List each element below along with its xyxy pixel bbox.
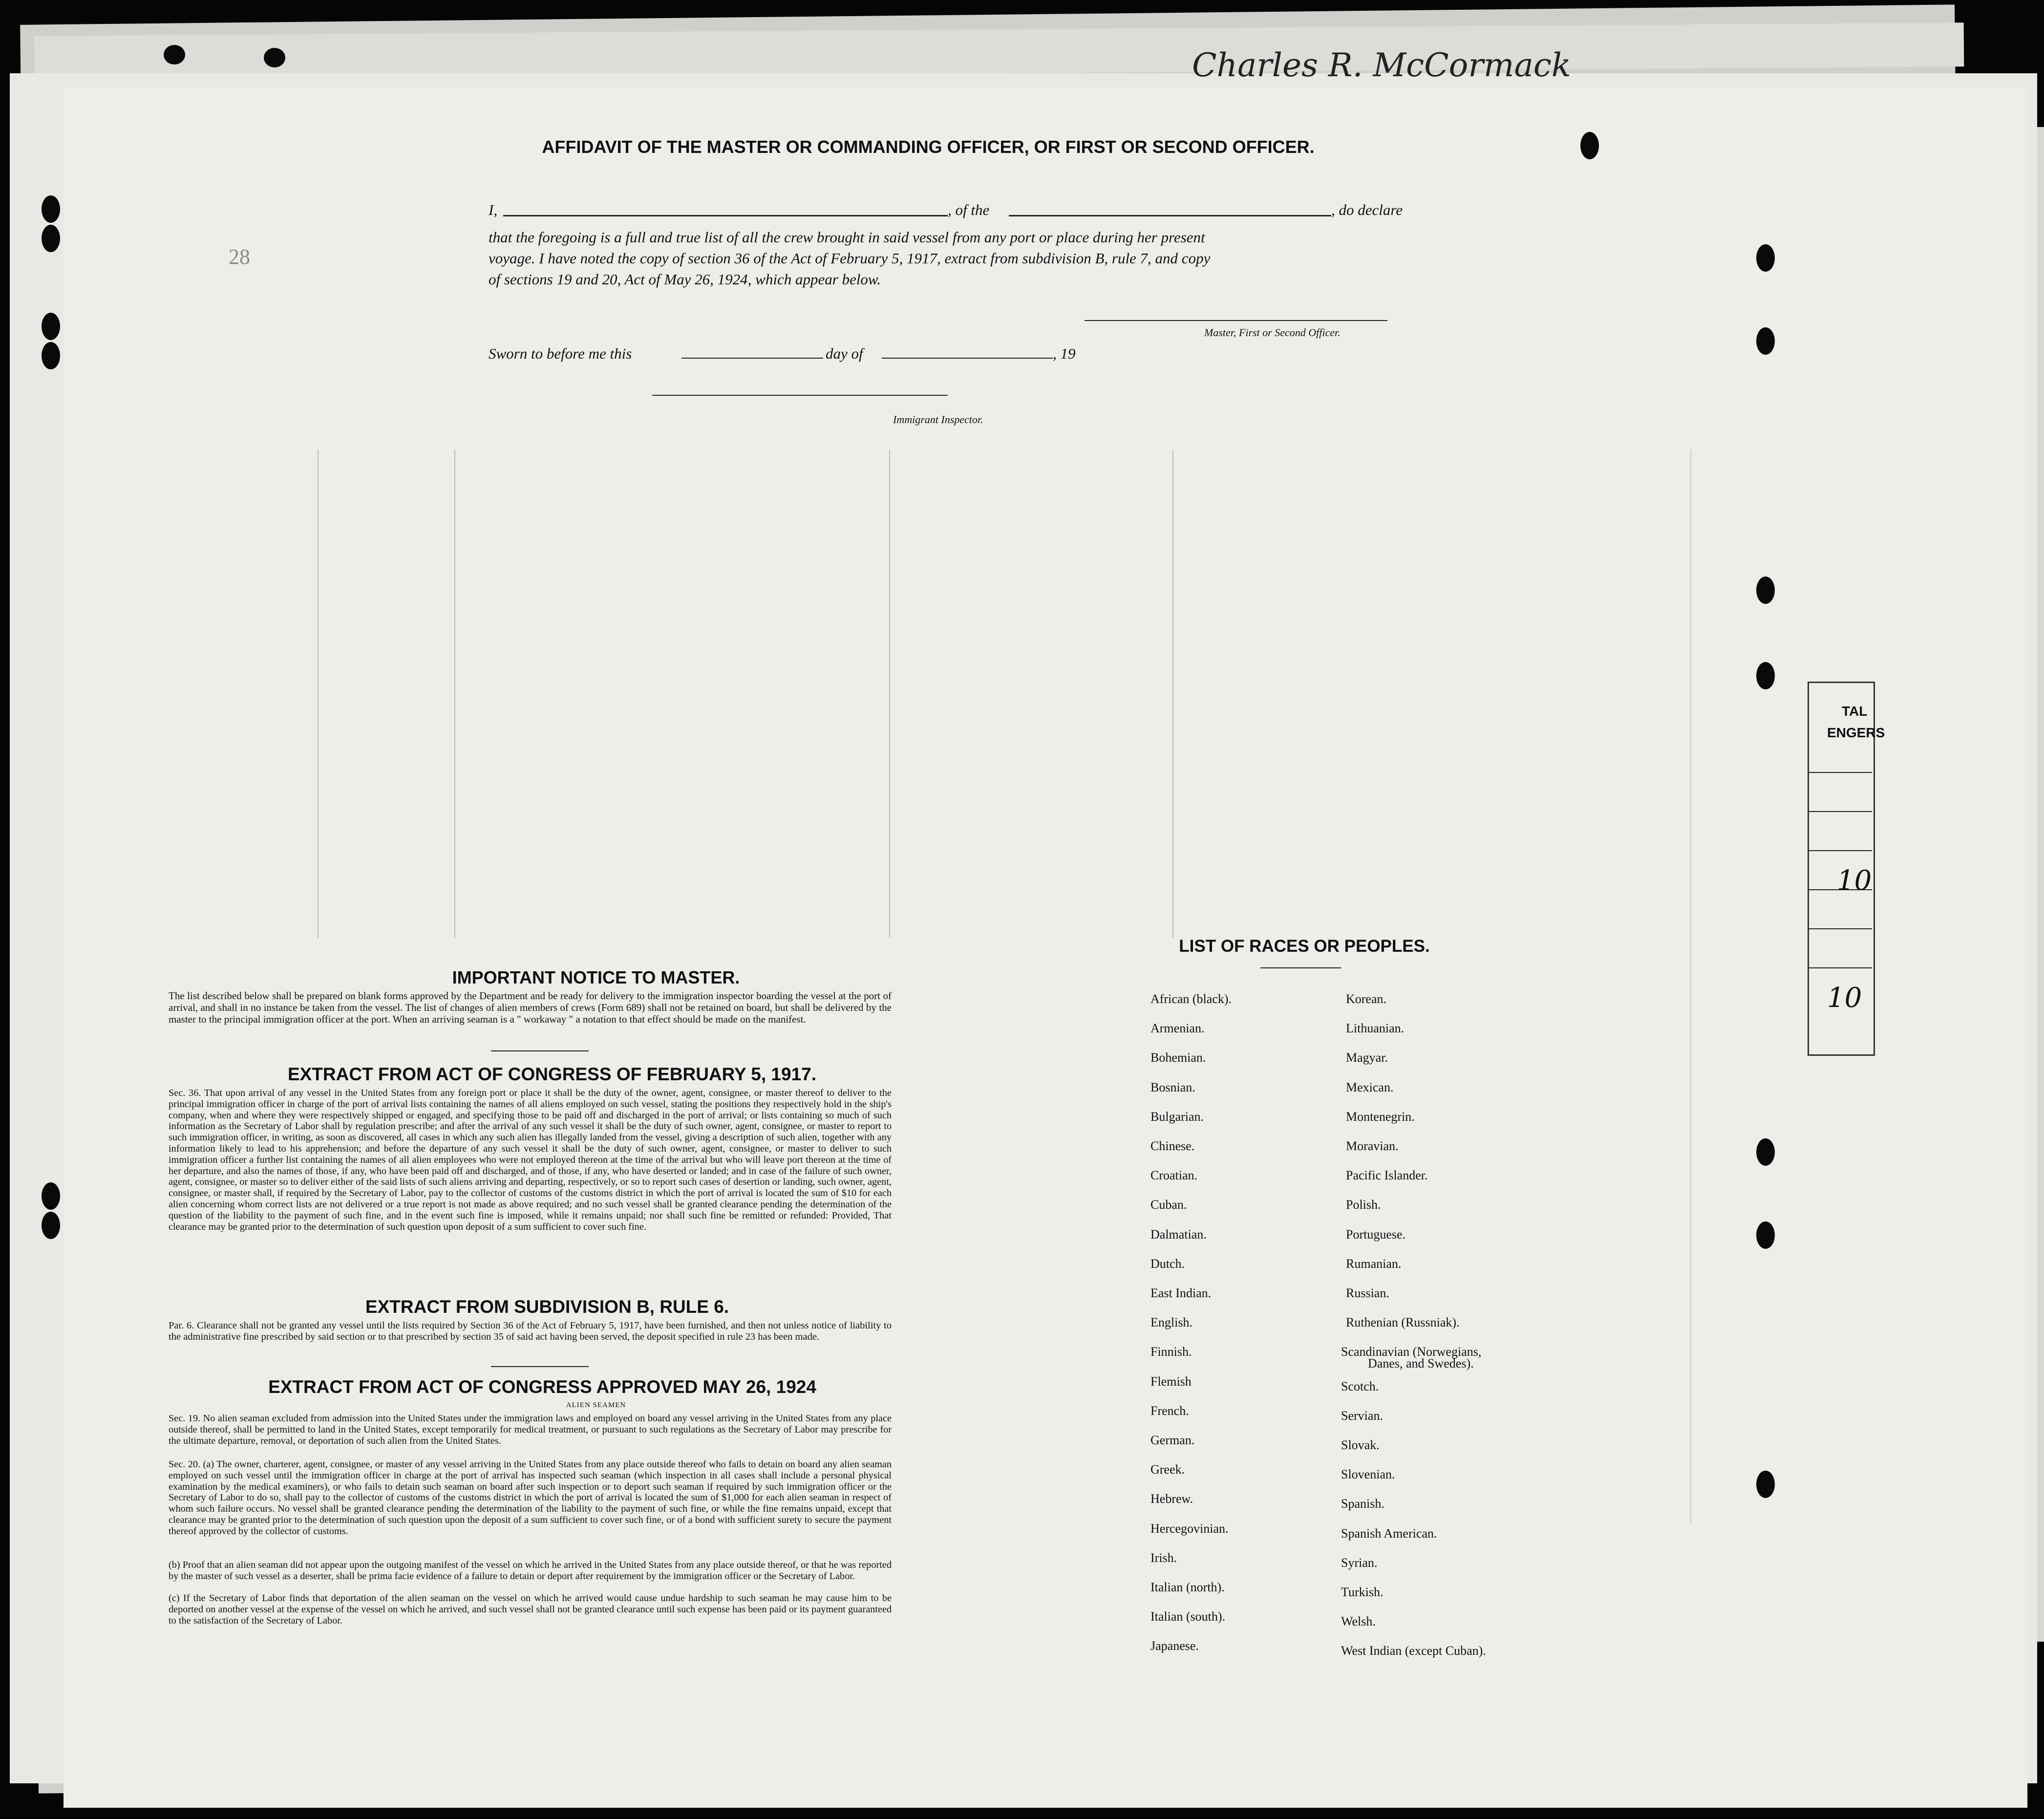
rule6-body: Par. 6. Clearance shall not be granted any vessel until the lists required by Section 36 of the Act of February 5, 1917, have been furnished, and then not unless notice of liability to the administrative fine prescribed by said section or to that prescribed by section 35 of said act having been served, the deposit specified in rule 23 has been made. [169,1320,892,1342]
race-item: Irish. [1150,1550,1177,1565]
hole [42,1212,60,1239]
race-item: Polish. [1346,1198,1381,1212]
race-item: German. [1150,1433,1195,1447]
race-item: Italian (north). [1150,1580,1225,1594]
notice-title: IMPORTANT NOTICE TO MASTER. [452,967,740,987]
race-item: Ruthenian (Russniak). [1346,1315,1460,1330]
hole [42,195,60,223]
race-item: Spanish American. [1341,1526,1437,1541]
race-item: Scotch. [1341,1379,1379,1393]
sec19-body: Sec. 19. No alien seaman excluded from admission into the United States under the immigration laws and employed on board any vessel arriving in the United States from any place outside thereof, shall be permitted to land in the United States, except temporarily for medical treatment, or pursuant to such regulations as the Secretary of Labor may prescribe for the ultimate departure, removal, or deportation of such alien from the United States. [169,1413,892,1446]
extract-1917-body: Sec. 36. That upon arrival of any vessel in the United States from any foreign port or place it shall be the duty of the owner, agent, consignee, or master thereof to deliver to the principal immigration officer in charge of the port of arrival lists containing the names of all aliens employed on such vessel, stating the positions they respectively hold in the ship's company, when and where they were respectively shipped or engaged, and specifying those to be paid off and discharged in the port of arrival; or lists containing so much of such information as the Secretary of Labor shall by regulation prescribe; and after the arrival of any such vessel it shall be the duty of such owner, agent, consignee, or master to report to such immigration officer, in writing, as soon as discovered, all cases in which any such alien has illegally landed from the vessel, giving a description of such alien, together with any information likely to lead to his apprehension; and before the departure of any such vessel it shall be the duty of such owner, agent, consignee, or master to deliver to such immigration officer a further list containing the names of all alien employees who were not employed thereon at the time of the arrival but who will leave port thereon at the time of her departure, and also the names of those, if any, who have been paid off and discharged, and of those, if any, who have deserted or landed; and in case of the failure of such owner, agent, consignee, or master so to deliver either of the said lists of such aliens arriving and departing, respectively, or so to report such cases of desertion or landing, such owner, agent, consignee, or master shall, if required by the Secretary of Labor, pay to the collector of customs of the customs district in which the port of arrival is located the sum of $10 for each alien concerning whom correct lists are not delivered or a true report is not made as above required; and no such vessel shall be granted clearance pending the determination of the question of the liability to the payment of such fine, and in the event such fine is imposed, while it remains unpaid; nor shall such fine be remitted or refunded: Provided, That clearance may be granted prior to the determination of such question upon deposit of a sum sufficient to cover such fine. [169,1088,892,1232]
race-item: Bohemian. [1150,1050,1206,1065]
name-blank [503,215,948,216]
hole [42,225,60,252]
box-rule [1808,928,1872,929]
race-item: Finnish. [1150,1345,1192,1359]
race-item: Syrian. [1341,1555,1378,1570]
race-item: Bosnian. [1150,1080,1195,1094]
notice-body: The list described below shall be prepared on blank forms approved by the Department and be ready for delivery to the immigration inspector boarding the vessel at the port of arrival, and shall in no instance be taken from the vessel. The list of changes of alien members of crews (Form 689) shall not be retained on board, but shall be delivered by the master to the principal immigration officer at the port. When an arriving seaman is a " workaway " a notation to that effect should be made on the manifest. [169,990,892,1025]
races-title: LIST OF RACES OR PEOPLES. [1179,937,1430,956]
affidavit-of-the: , of the [948,201,990,218]
race-item: French. [1150,1403,1189,1418]
race-item: English. [1150,1315,1192,1330]
race-item: Montenegrin. [1346,1109,1415,1124]
divider [491,1050,589,1051]
race-item: West Indian (except Cuban). [1341,1644,1486,1658]
race-item: Hebrew. [1150,1492,1193,1506]
hole [1756,327,1775,355]
sworn-day-of: day of [826,345,863,362]
race-item: Turkish. [1341,1585,1384,1599]
affidavit-line2: that the foregoing is a full and true list of all the crew brought in said vessel from any port or place during her present [489,229,1205,246]
affidavit-line4: of sections 19 and 20, Act of May 26, 1924, which appear below. [489,271,881,288]
hole [42,342,60,369]
race-item: Welsh. [1341,1614,1376,1629]
hole [1756,1138,1775,1166]
ghost-line [889,449,890,938]
race-item: Pacific Islander. [1346,1168,1428,1183]
race-item: Lithuanian. [1346,1021,1405,1036]
hole [1756,1471,1775,1498]
race-item: Cuban. [1150,1198,1187,1212]
race-item: Danes, and Swedes). [1368,1356,1474,1370]
hole [1580,132,1599,159]
race-item: African (black). [1150,992,1232,1006]
divider [1260,967,1341,968]
document-page [64,88,2027,1808]
box-rule [1808,811,1872,812]
affidavit-line3: voyage. I have noted the copy of section 36 of the Act of February 5, 1917, extract from subdivision B, rule 7, and copy [489,250,1211,267]
race-item: Scandinavian (Norwegians, [1341,1345,1482,1359]
race-item: Servian. [1341,1408,1383,1423]
ghost-line [318,449,319,938]
box-rule [1808,967,1872,968]
rule6-title: EXTRACT FROM SUBDIVISION B, RULE 6. [365,1297,729,1317]
totals-value-2: 10 [1827,982,1862,1014]
sworn-month-blank [882,358,1053,359]
race-item: Italian (south). [1150,1609,1226,1624]
page-number: 28 [229,245,250,269]
race-item: Moravian. [1346,1139,1399,1153]
hole [264,48,285,67]
ghost-line [1172,449,1173,938]
race-item: Korean. [1346,992,1387,1006]
extract-1924-subtitle: ALIEN SEAMEN [566,1401,626,1409]
race-item: Flemish [1150,1374,1192,1389]
header-handwriting: Charles R. McCormack [1192,46,1571,84]
race-item: Japanese. [1150,1639,1199,1653]
totals-value-1: 10 [1837,865,1872,897]
race-item: Portuguese. [1346,1227,1406,1241]
extract-1917-title: EXTRACT FROM ACT OF CONGRESS OF FEBRUARY 5, 1917. [287,1064,817,1084]
ghost-line [1690,449,1691,1524]
hole [1756,244,1775,272]
box-rule [1808,772,1872,773]
race-item: Russian. [1346,1286,1389,1300]
inspector-label: Immigrant Inspector. [893,413,983,426]
race-item: Dalmatian. [1150,1227,1207,1241]
hole [164,45,185,64]
sworn-year: , 19 [1053,345,1076,362]
race-item: Spanish. [1341,1497,1384,1511]
sworn-text: Sworn to before me this [489,345,632,362]
race-item: Dutch. [1150,1256,1185,1271]
totals-header-1: TAL [1842,704,1868,719]
ghost-line [454,449,455,938]
race-item: Slovak. [1341,1438,1380,1452]
hole [42,1182,60,1210]
race-item: Hercegovinian. [1150,1521,1229,1536]
affidavit-i: I, [489,201,498,218]
sec20b-body: (b) Proof that an alien seaman did not appear upon the outgoing manifest of the vessel on which he arrived in the United States from any place outside thereof, or that he was reported by the master of such vessel as a deserter, shall be prima facie evidence of a failure to detain or deport after requirement by the immigration officer or the Secretary of Labor. [169,1560,892,1582]
race-item: Armenian. [1150,1021,1205,1036]
affidavit-title: AFFIDAVIT OF THE MASTER OR COMMANDING OFFICER, OR FIRST OR SECOND OFFICER. [542,137,1315,157]
hole [1756,662,1775,689]
race-item: East Indian. [1150,1286,1212,1300]
race-item: Croatian. [1150,1168,1198,1183]
master-signature-label: Master, First or Second Officer. [1204,326,1341,339]
totals-header-2: ENGERS [1827,725,1885,740]
sec20c-body: (c) If the Secretary of Labor finds that deportation of the alien seaman on the vessel on which he arrived would cause undue hardship to such seaman he may cause him to be deported on another vessel at the expense of the vessel on which he arrived, and such vessel shall not be granted clearance until such expense has been paid or its payment guaranteed to the satisfaction of the Secretary of Labor. [169,1593,892,1626]
race-item: Slovenian. [1341,1467,1395,1482]
race-item: Mexican. [1346,1080,1394,1094]
race-item: Magyar. [1346,1050,1388,1065]
race-item: Bulgarian. [1150,1109,1204,1124]
sworn-day-blank [681,358,823,359]
divider [491,1366,589,1367]
hole [42,313,60,340]
master-signature-line [1085,320,1387,321]
box-rule [1808,850,1872,851]
vessel-blank [1009,215,1331,216]
hole [1756,577,1775,604]
race-item: Greek. [1150,1462,1185,1477]
race-item: Chinese. [1150,1139,1195,1153]
affidavit-declare: , do declare [1331,201,1403,218]
race-item: Rumanian. [1346,1256,1402,1271]
hole [1756,1221,1775,1249]
inspector-signature-line [652,395,948,396]
sec20a-body: Sec. 20. (a) The owner, charterer, agent, consignee, or master of any vessel arriving in the United States from any place outside thereof who fails to detain on board any alien seaman employed on such vessel until the immigration officer in charge at the port of arrival has inspected such seaman (which inspection in all cases shall include a personal physical examination by the medical examiners), or who fails to detain such seaman on board after such inspection or to deport such seaman if required by such immigration officer or the Secretary of Labor to do so, shall pay to the collector of customs of the customs district in which the port of arrival is located the sum of $1,000 for each alien seaman in respect of whom such failure occurs. No vessel shall be granted clearance pending the determination of the liability to the payment of such fine, or while the fine remains unpaid, except that clearance may be granted prior to the determination of such question upon the deposit of a sum sufficient to cover such fine, or of a bond with sufficient surety to secure the payment thereof approved by the collector of customs. [169,1459,892,1537]
extract-1924-title: EXTRACT FROM ACT OF CONGRESS APPROVED MAY 26, 1924 [268,1377,816,1397]
